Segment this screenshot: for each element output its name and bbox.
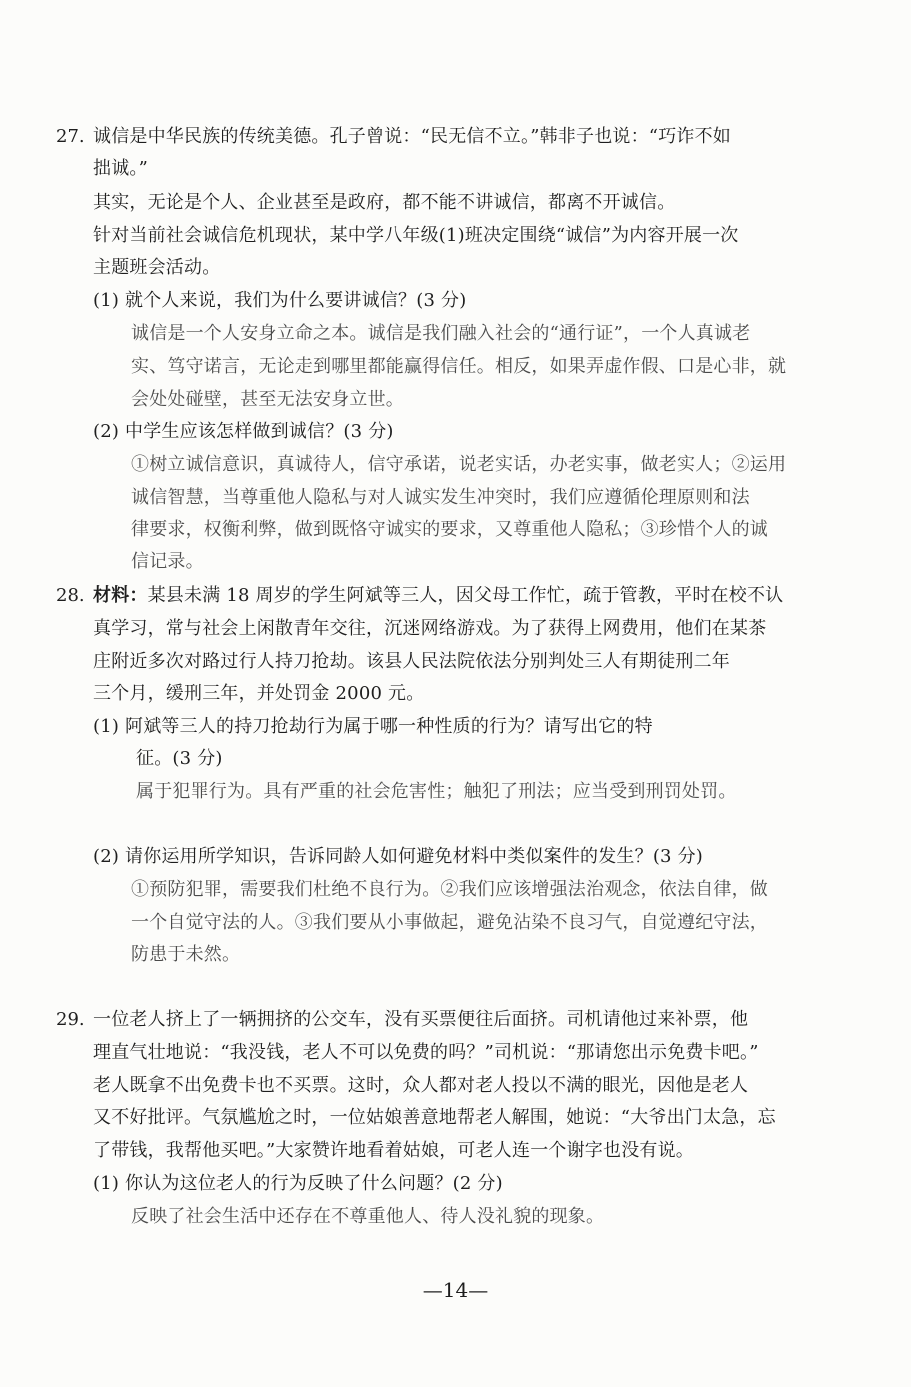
q27-sub1-answer-line-3: 会处处碰壁，甚至无法安身立世。 [131, 389, 404, 410]
q27-stem-line-1: 诚信是中华民族的传统美德。孔子曾说：“民无信不立。”韩非子也说：“巧诈不如 [93, 126, 732, 147]
q29-stem-line-1: 一位老人挤上了一辆拥挤的公交车，没有买票便往后面挤。司机请他过来补票，他 [93, 1009, 749, 1030]
q29-stem-line-5: 了带钱，我帮他买吧。”大家赞许地看着姑娘，可老人连一个谢字也没有说。 [93, 1140, 694, 1161]
q27-sub1-question: (1) 就个人来说，我们为什么要讲诚信？(3 分) [93, 290, 467, 311]
q28-sub1-answer: 属于犯罪行为。具有严重的社会危害性；触犯了刑法；应当受到刑罚处罚。 [136, 781, 737, 802]
q27-stem-line-4: 针对当前社会诚信危机现状，某中学八年级(1)班决定围绕“诚信”为内容开展一次 [93, 225, 739, 246]
q29-stem-line-3: 老人既拿不出免费卡也不买票。这时，众人都对老人投以不满的眼光，因他是老人 [93, 1075, 749, 1096]
q28-sub2-question: (2) 请你运用所学知识，告诉同龄人如何避免材料中类似案件的发生？(3 分) [93, 846, 704, 867]
q28-sub1-question-line-2: 征。(3 分) [136, 748, 223, 769]
q28-sub2-answer-line-3: 防患于未然。 [131, 944, 241, 965]
q28-sub1-question-line-1: (1) 阿斌等三人的持刀抢劫行为属于哪一种性质的行为？请写出它的特 [93, 716, 653, 737]
q29-sub1-answer: 反映了社会生活中还存在不尊重他人、待人没礼貌的现象。 [131, 1206, 605, 1227]
q27-stem-line-5: 主题班会活动。 [93, 257, 221, 278]
q27-stem-line-3: 其实，无论是个人、企业甚至是政府，都不能不讲诚信，都离不开诚信。 [93, 192, 676, 213]
q27-sub2-question: (2) 中学生应该怎样做到诚信？(3 分) [93, 421, 394, 442]
q29-number: 29. [56, 1009, 85, 1030]
q27-stem-line-2: 拙诚。” [93, 158, 149, 179]
q27-sub1-answer-line-1: 诚信是一个人安身立命之本。诚信是我们融入社会的“通行证”，一个人真诚老 [131, 323, 751, 344]
q28-stem-line-2: 真学习，常与社会上闲散青年交往，沉迷网络游戏。为了获得上网费用，他们在某茶 [93, 618, 767, 639]
q27-sub2-answer-line-4: 信记录。 [131, 551, 204, 572]
q27-sub2-answer-line-2: 诚信智慧，当尊重他人隐私与对人诚实发生冲突时，我们应遵循伦理原则和法 [131, 487, 750, 508]
q27-sub2-answer-line-1: ①树立诚信意识，真诚待人，信守承诺，说老实话，办老实事，做老实人；②运用 [131, 454, 787, 475]
q28-material-label: 材料： [93, 585, 148, 606]
q29-sub1-question: (1) 你认为这位老人的行为反映了什么问题？(2 分) [93, 1173, 503, 1194]
q27-number: 27. [56, 126, 85, 147]
q28-sub2-answer-line-2: 一个自觉守法的人。③我们要从小事做起，避免沾染不良习气，自觉遵纪守法， [131, 912, 768, 933]
q28-sub2-answer-line-1: ①预防犯罪，需要我们杜绝不良行为。②我们应该增强法治观念，依法自律，做 [131, 879, 768, 900]
q28-stem-line-1 [93, 584, 783, 608]
q28-stem-line-3: 庄附近多次对路过行人持刀抢劫。该县人民法院依法分别判处三人有期徒刑二年 [93, 651, 730, 672]
q28-number: 28. [56, 585, 85, 606]
q27-sub1-answer-line-2: 实、笃守诺言，无论走到哪里都能赢得信任。相反，如果弄虚作假、口是心非，就 [131, 356, 787, 377]
q28-stem-line-4: 三个月，缓刑三年，并处罚金 2000 元。 [93, 683, 425, 704]
q28-stem-text-1: 某县未满 18 周岁的学生阿斌等三人，因父母工作忙，疏于管教，平时在校不认 [147, 585, 784, 606]
page-number: —14— [422, 1278, 489, 1302]
q27-sub2-answer-line-3: 律要求，权衡利弊，做到既恪守诚实的要求，又尊重他人隐私；③珍惜个人的诚 [131, 519, 768, 540]
q29-stem-line-4: 又不好批评。气氛尴尬之时，一位姑娘善意地帮老人解围，她说：“大爷出门太急，忘 [93, 1107, 776, 1128]
q29-stem-line-2: 理直气壮地说：“我没钱，老人不可以免费的吗？”司机说：“那请您出示免费卡吧。” [93, 1042, 759, 1063]
